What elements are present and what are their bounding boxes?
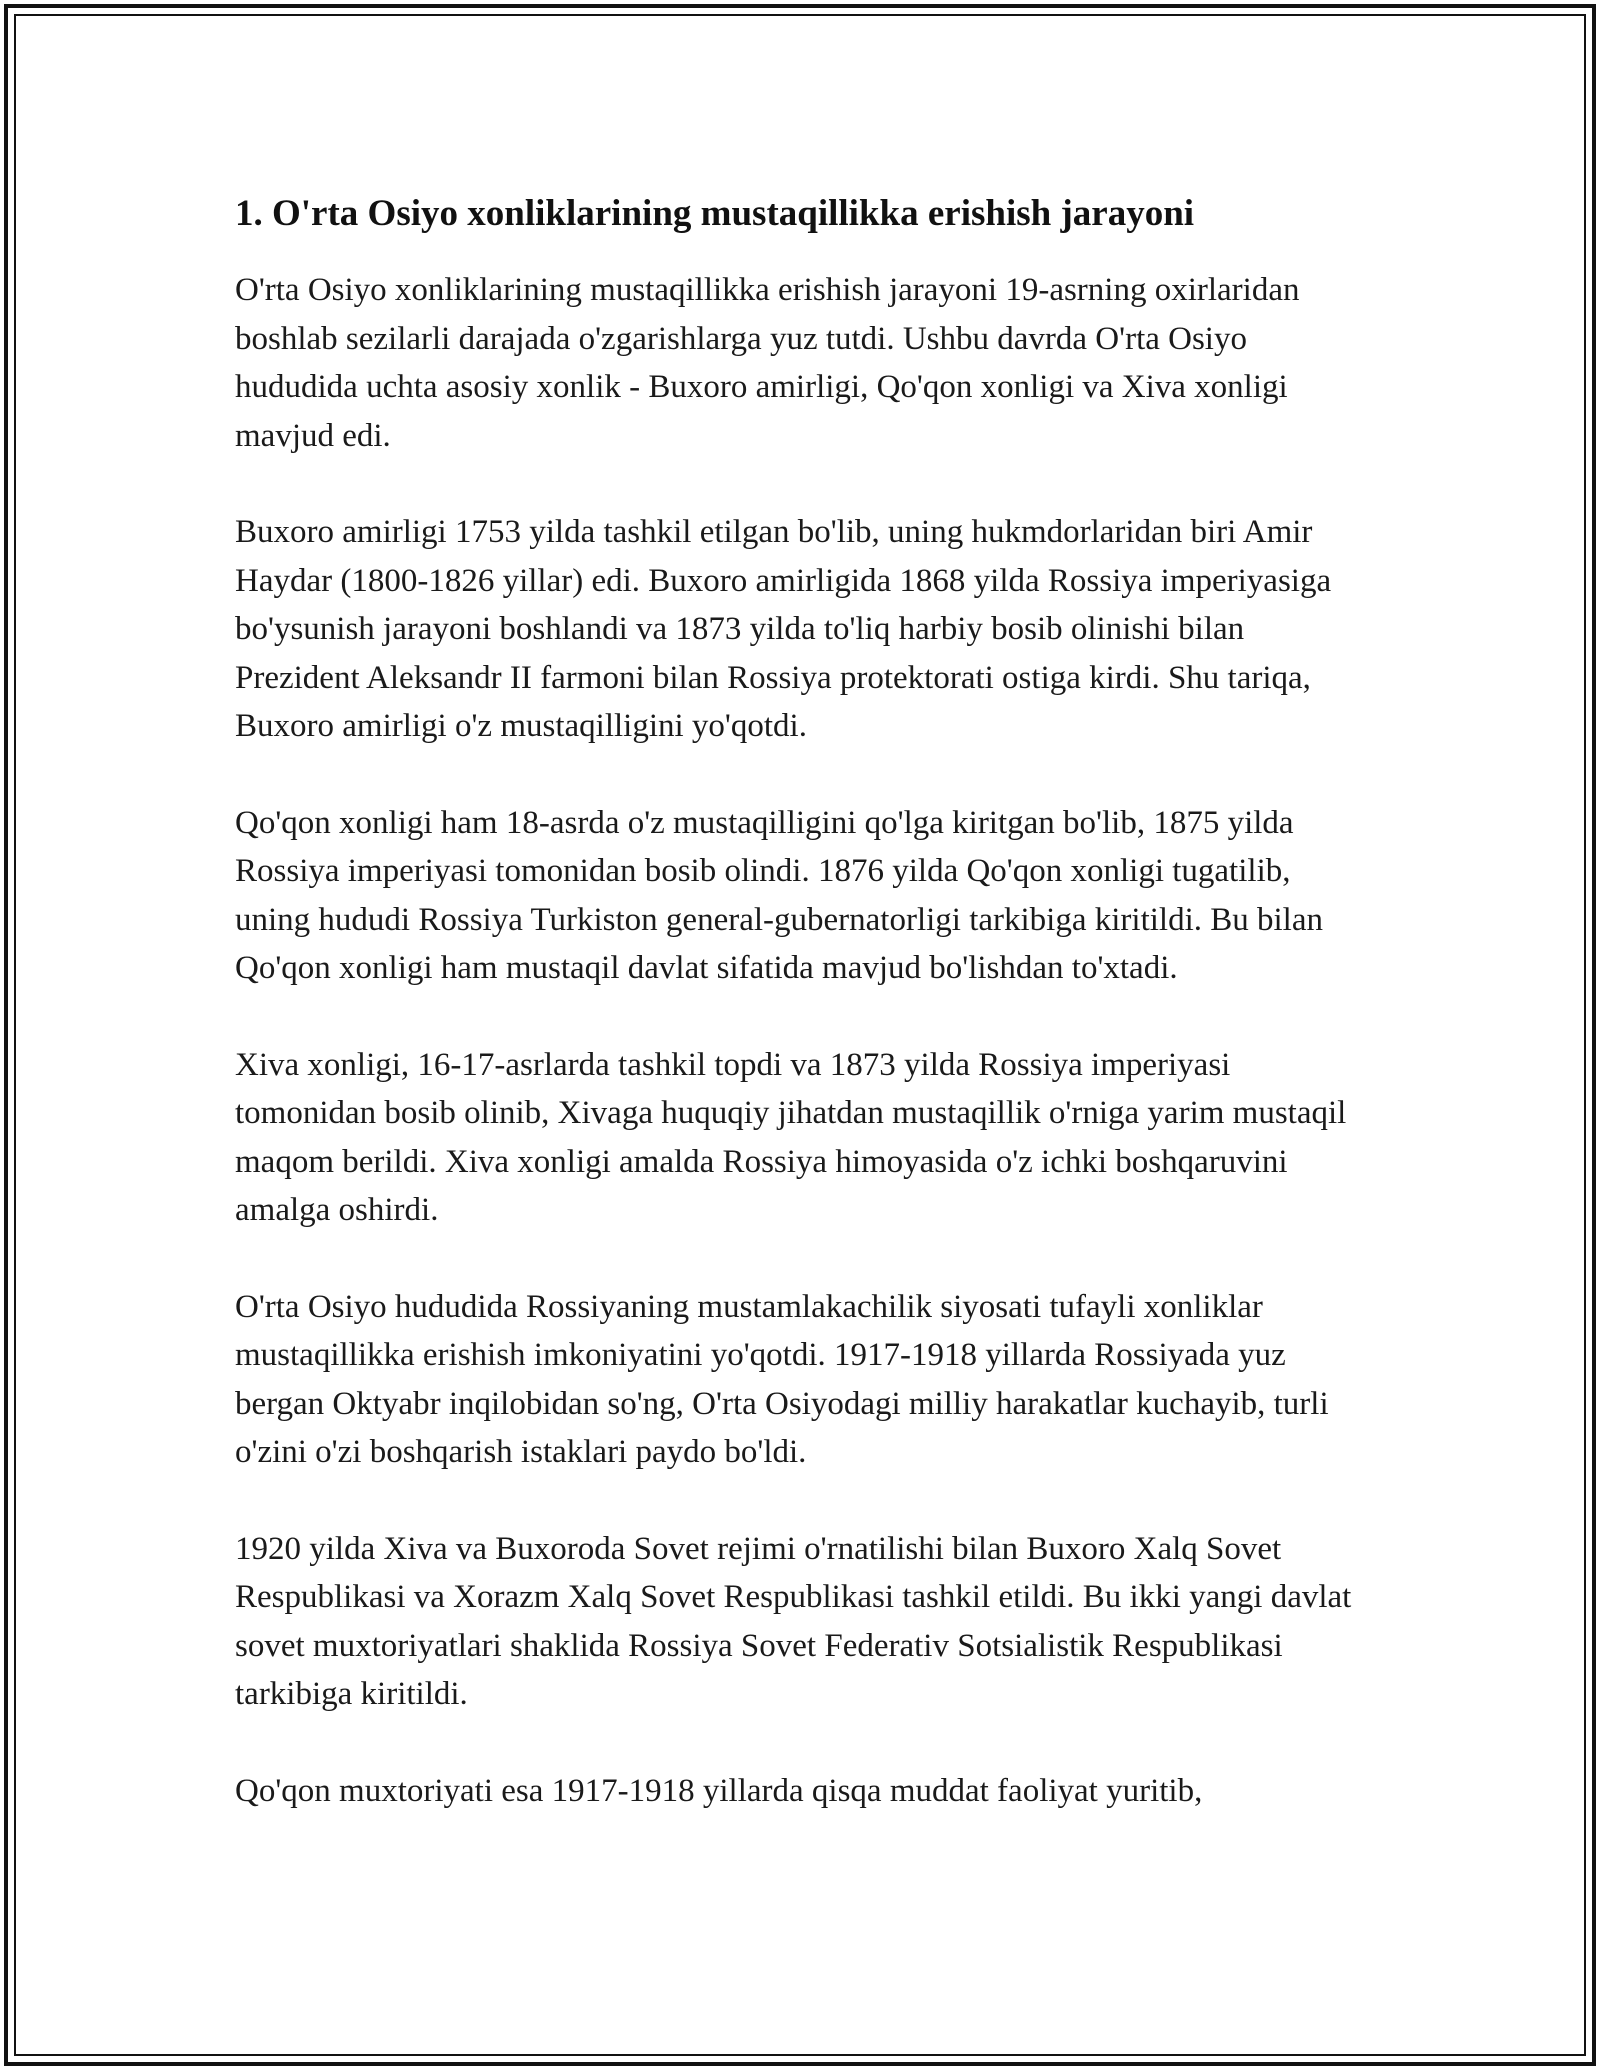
section-heading: 1. O'rta Osiyo xonliklarining mustaqillikka erishish jarayoni — [235, 193, 1195, 234]
paragraph-bukhara: Buxoro amirligi 1753 yilda tashkil etilgan bo'lib, uning hukmdorlaridan biri Amir Haydar (1800-1826 yillar) edi. Buxoro amirligida 1868 yilda Rossiya imperiyasiga bo'ysunish jarayoni boshlandi va 1873 yilda to'liq harbiy bosib olinishi bilan Prezident Aleksandr II farmoni bilan Rossiya protektorati ostiga kirdi. Shu tariqa, Buxoro amirligi o'z mustaqilligini yo'qotdi. — [235, 514, 1332, 744]
paragraph-soviet-republics: 1920 yilda Xiva va Buxoroda Sovet rejimi o'rnatilishi bilan Buxoro Xalq Sovet Respublikasi va Xorazm Xalq Sovet Respublikasi tashkil etildi. Bu ikki yangi davlat sovet muxtoriyatlari shaklida Rossiya Sovet Federativ Sotsialistik Respublikasi tarkibiga kiritildi. — [235, 1530, 1352, 1712]
paragraph-kokand: Qo'qon xonligi ham 18-asrda o'z mustaqilligini qo'lga kiritgan bo'lib, 1875 yilda Rossiya imperiyasi tomonidan bosib olindi. 1876 yilda Qo'qon xonligi tugatilib, uning hududi Rossiya Turkiston general-gubernatorligi tarkibiga kiritildi. Bu bilan Qo'qon xonligi ham mustaqil davlat sifatida mavjud bo'lishdan to'xtadi. — [235, 804, 1323, 986]
paragraph-intro: O'rta Osiyo xonliklarining mustaqillikka erishish jarayoni 19-asrning oxirlaridan boshlab sezilarli darajada o'zgarishlarga yuz tutdi. Ushbu davrda O'rta Osiyo hududida uchta asosiy xonlik - Buxoro amirligi, Qo'qon xonligi va Xiva xonligi mavjud edi. — [235, 272, 1300, 454]
paragraph-khiva: Xiva xonligi, 16-17-asrlarda tashkil topdi va 1873 yilda Rossiya imperiyasi tomonidan bosib olinib, Xivaga huquqiy jihatdan mustaqillik o'rniga yarim mustaqil maqom berildi. Xiva xonligi amalda Rossiya himoyasida o'z ichki boshqaruvini amalga oshirdi. — [235, 1046, 1347, 1228]
paragraph-colonial-policy: O'rta Osiyo hududida Rossiyaning mustamlakachilik siyosati tufayli xonliklar mustaqillikka erishish imkoniyatini yo'qotdi. 1917-1918 yillarda Rossiyada yuz bergan Oktyabr inqilobidan so'ng, O'rta Osiyodagi milliy harakatlar kuchayib, turli o'zini o'zi boshqarish istaklari paydo bo'ldi. — [235, 1288, 1329, 1470]
document-body — [235, 184, 1365, 1863]
paragraph-kokand-autonomy: Qo'qon muxtoriyati esa 1917-1918 yillarda qisqa muddat faoliyat yuritib, — [235, 1772, 1203, 1809]
